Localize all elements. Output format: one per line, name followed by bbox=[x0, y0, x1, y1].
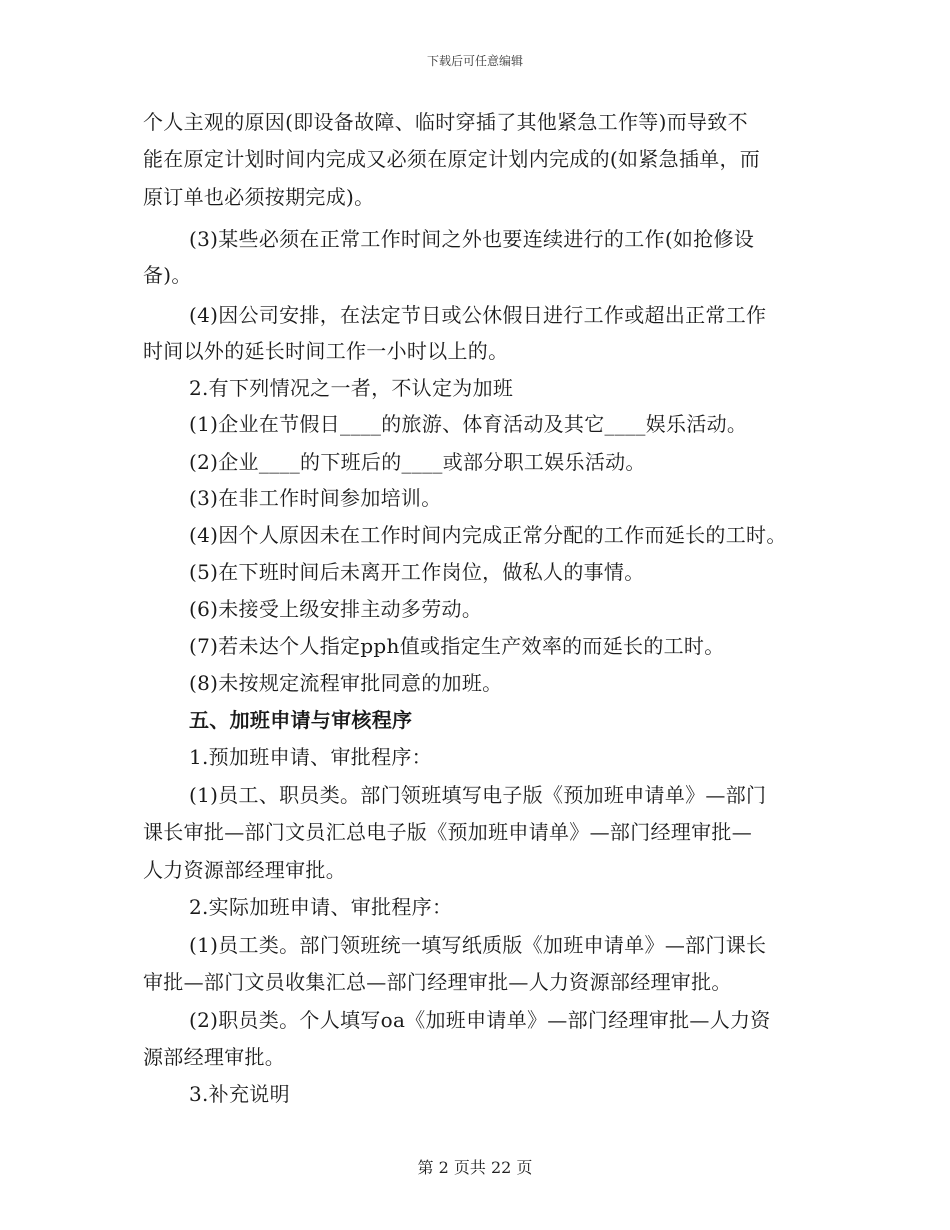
section-heading: 五、加班申请与审核程序 bbox=[189, 708, 413, 732]
body-line: 时间以外的延长时间工作一小时以上的。 bbox=[143, 339, 509, 363]
body-line: 备)。 bbox=[143, 263, 192, 287]
list-item: (8)未按规定流程审批同意的加班。 bbox=[189, 671, 503, 695]
list-item: (1)企业在节假日____的旅游、体育活动及其它____娱乐活动。 bbox=[189, 412, 748, 436]
list-item: (4)因个人原因未在工作时间内完成正常分配的工作而延长的工时。 bbox=[189, 523, 787, 547]
list-item: (5)在下班时间后未离开工作岗位，做私人的事情。 bbox=[189, 560, 645, 584]
body-line: 原订单也必须按期完成)。 bbox=[143, 185, 375, 209]
list-item: (3)在非工作时间参加培训。 bbox=[189, 486, 442, 510]
body-line: (1)员工类。部门领班统一填写纸质版《加班申请单》—部门课长 bbox=[189, 933, 767, 957]
body-line: (3)某些必须在正常工作时间之外也要连续进行的工作(如抢修设 bbox=[189, 227, 755, 251]
body-line: 源部经理审批。 bbox=[143, 1045, 286, 1069]
list-item: (6)未接受上级安排主动多劳动。 bbox=[189, 597, 483, 621]
body-line: 能在原定计划时间内完成又必须在原定计划内完成的(如紧急插单，而 bbox=[143, 147, 761, 171]
body-line: 人力资源部经理审批。 bbox=[143, 858, 346, 882]
list-item: (7)若未达个人指定pph值或指定生产效率的而延长的工时。 bbox=[189, 634, 725, 658]
body-line: (2)职员类。个人填写oa《加班申请单》—部门经理审批—人力资 bbox=[189, 1008, 771, 1032]
body-line: 课长审批—部门文员汇总电子版《预加班申请单》—部门经理审批— bbox=[143, 820, 752, 844]
body-line: 审批—部门文员收集汇总—部门经理审批—人力资源部经理审批。 bbox=[143, 970, 732, 994]
body-line: (1)员工、职员类。部门领班填写电子版《预加班申请单》—部门 bbox=[189, 783, 767, 807]
body-line: 个人主观的原因(即设备故障、临时穿插了其他紧急工作等)而导致不 bbox=[143, 110, 748, 134]
section-subheading: 1.预加班申请、审批程序： bbox=[189, 745, 432, 769]
section-subheading: 2.实际加班申请、审批程序： bbox=[189, 895, 453, 919]
section-subheading: 2.有下列情况之一者，不认定为加班 bbox=[189, 376, 514, 400]
section-subheading: 3.补充说明 bbox=[189, 1082, 290, 1106]
page-header-note: 下载后可任意编辑 bbox=[426, 54, 523, 68]
body-line: (4)因公司安排，在法定节日或公休假日进行工作或超出正常工作 bbox=[189, 303, 767, 327]
page-number: 第 2 页共 22 页 bbox=[417, 1158, 533, 1177]
list-item: (2)企业____的下班后的____或部分职工娱乐活动。 bbox=[189, 450, 646, 474]
